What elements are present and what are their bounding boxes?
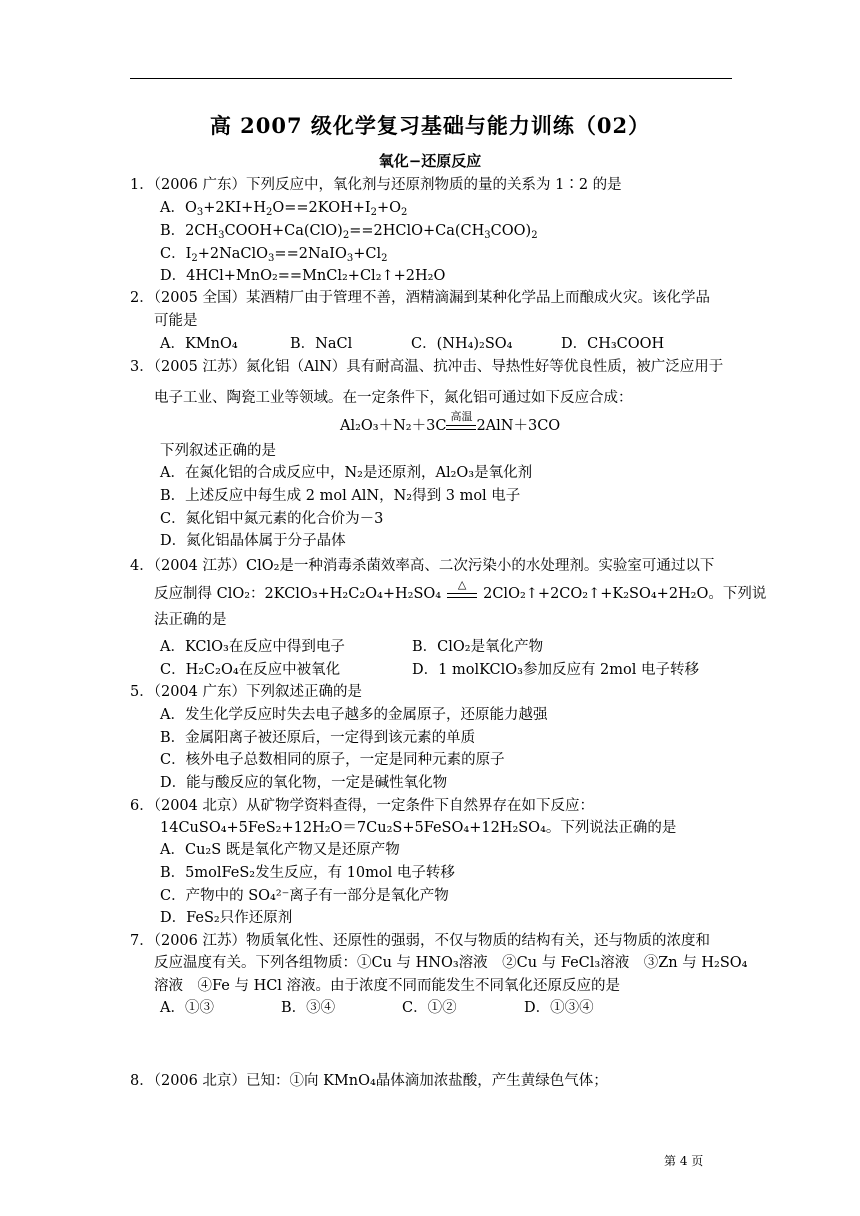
- q6-stem-cont: 14CuSO₄+5FeS₂+12H₂O＝7Cu₂S+5FeSO₄+12H₂SO₄。下列说法正确的是: [160, 820, 677, 836]
- q2-option-b: B．NaCl: [290, 336, 353, 352]
- q7-stem: 7．（2006 江苏）物质氧化性、还原性的强弱，不仅与物质的结构有关，还与物质的浓度和: [130, 933, 710, 949]
- q2-stem-cont: 可能是: [154, 313, 198, 329]
- q3-equation-left: Al₂O₃＋N₂＋3C: [340, 418, 447, 434]
- q3-stem-cont: 电子工业、陶瓷工业等领域。在一定条件下，氮化铝可通过如下反应合成：: [154, 390, 633, 406]
- q4-equation-condition: △: [457, 578, 467, 591]
- q1-option-d-text: 4HCl+MnO₂==MnCl₂+Cl₂↑+2H₂O: [186, 268, 446, 284]
- header-rule: [130, 78, 732, 79]
- q3-equation-right: 2AlN＋3CO: [476, 418, 561, 434]
- q5-option-c: C．核外电子总数相同的原子，一定是同种元素的原子: [160, 752, 505, 768]
- q7-option-b: B．③④: [281, 1000, 336, 1016]
- q3-prompt: 下列叙述正确的是: [160, 443, 276, 459]
- q3-stem: 3．（2005 江苏）氮化铝（AlN）具有耐高温、抗冲击、导热性好等优良性质，被广泛应用于: [130, 359, 724, 375]
- q5-option-a: A．发生化学反应时失去电子越多的金属原子，还原能力越强: [160, 707, 548, 723]
- page-title: 高 2007 级化学复习基础与能力训练（02）: [209, 113, 651, 138]
- q5-option-b: B．金属阳离子被还原后，一定得到该元素的单质: [160, 730, 476, 746]
- q3-option-b: B．上述反应中每生成 2 mol AlN，N₂得到 3 mol 电子: [160, 488, 521, 504]
- q1-option-a: A．$O_3+2KI+H_2O==2KOH+I_2+O_2$: [160, 200, 408, 218]
- q2-option-d: D．CH₃COOH: [561, 336, 665, 352]
- q4-option-a: A．KClO₃在反应中得到电子: [160, 639, 345, 655]
- equilibrium-sign-icon: [446, 410, 476, 436]
- q7-option-a: A．①③: [160, 1000, 214, 1016]
- q3-equation: [340, 410, 561, 436]
- heat-sign-icon: [447, 578, 477, 604]
- section-subtitle: 氧化−还原反应: [378, 152, 482, 170]
- q3-option-c: C．氮化铝中氮元素的化合价为－3: [160, 511, 384, 527]
- q4-option-b: B．ClO₂是氧化产物: [412, 639, 544, 655]
- q6-option-b: B．5molFeS₂发生反应，有 10mol 电子转移: [160, 865, 455, 881]
- q4-option-c: C．H₂C₂O₄在反应中被氧化: [160, 662, 341, 678]
- q1-stem: 1．（2006 广东）下列反应中，氧化剂与还原剂物质的量的关系为 1∶2 的是: [130, 177, 622, 193]
- q4-equation-right: 2ClO₂↑+2CO₂↑+K₂SO₄+2H₂O。下列说: [483, 586, 767, 602]
- q2-option-c: C．(NH₄)₂SO₄: [411, 336, 513, 352]
- q6-option-d: D．FeS₂只作还原剂: [160, 910, 293, 926]
- q1-option-c: C．$I_2+2NaClO_3==2NaIO_3+Cl_2$: [160, 246, 388, 264]
- q3-equation-condition: 高温: [450, 410, 473, 423]
- q4-option-d: D．1 molKClO₃参加反应有 2mol 电子转移: [412, 662, 700, 678]
- q2-stem: 2．（2005 全国）某酒精厂由于管理不善，酒精滴漏到某种化学品上而酿成火灾。该化学品: [130, 290, 710, 306]
- page-number: 第 4 页: [664, 1154, 704, 1168]
- q5-stem: 5．（2004 广东）下列叙述正确的是: [130, 684, 362, 700]
- q4-stem-cont: [154, 578, 767, 604]
- q3-option-d: D．氮化铝晶体属于分子晶体: [160, 533, 346, 549]
- q5-option-d: D．能与酸反应的氧化物，一定是碱性氧化物: [160, 775, 448, 791]
- q1-option-b: B．$2CH_3COOH+Ca(ClO)_2==2HClO+Ca(CH_3COO)_2$: [160, 223, 538, 241]
- q6-option-a: A．Cu₂S 既是氧化产物又是还原产物: [160, 842, 400, 858]
- q6-option-c: C．产物中的 SO₄²⁻离子有一部分是氧化产物: [160, 888, 449, 904]
- q7-stem-cont2: 溶液 ④Fe 与 HCl 溶液。由于浓度不同而能发生不同氧化还原反应的是: [154, 978, 621, 994]
- q2-option-a: A．KMnO₄: [160, 336, 238, 352]
- q4-stem: 4．（2004 江苏）ClO₂是一种消毒杀菌效率高、二次污染小的水处理剂。实验室可通过以下: [130, 558, 715, 574]
- q6-stem: 6．（2004 北京）从矿物学资料查得，一定条件下自然界存在如下反应：: [130, 798, 594, 814]
- q8-stem: 8．（2006 北京）已知：①向 KMnO₄晶体滴加浓盐酸，产生黄绿色气体；: [130, 1073, 608, 1089]
- q4-equation-left: 反应制得 ClO₂：2KClO₃+H₂C₂O₄+H₂SO₄: [154, 586, 442, 602]
- q1-option-d: D．4HCl+MnO₂==MnCl₂+Cl₂↑+2H₂O: [160, 268, 446, 284]
- q3-option-a: A．在氮化铝的合成反应中，N₂是还原剂，Al₂O₃是氧化剂: [160, 465, 533, 481]
- q7-option-d: D．①③④: [524, 1000, 594, 1016]
- q7-stem-cont: 反应温度有关。下列各组物质：①Cu 与 HNO₃溶液 ②Cu 与 FeCl₃溶液 ③Zn 与 H₂SO₄: [154, 955, 748, 971]
- q4-stem-cont2: 法正确的是: [154, 612, 227, 628]
- q7-option-c: C．①②: [402, 1000, 457, 1016]
